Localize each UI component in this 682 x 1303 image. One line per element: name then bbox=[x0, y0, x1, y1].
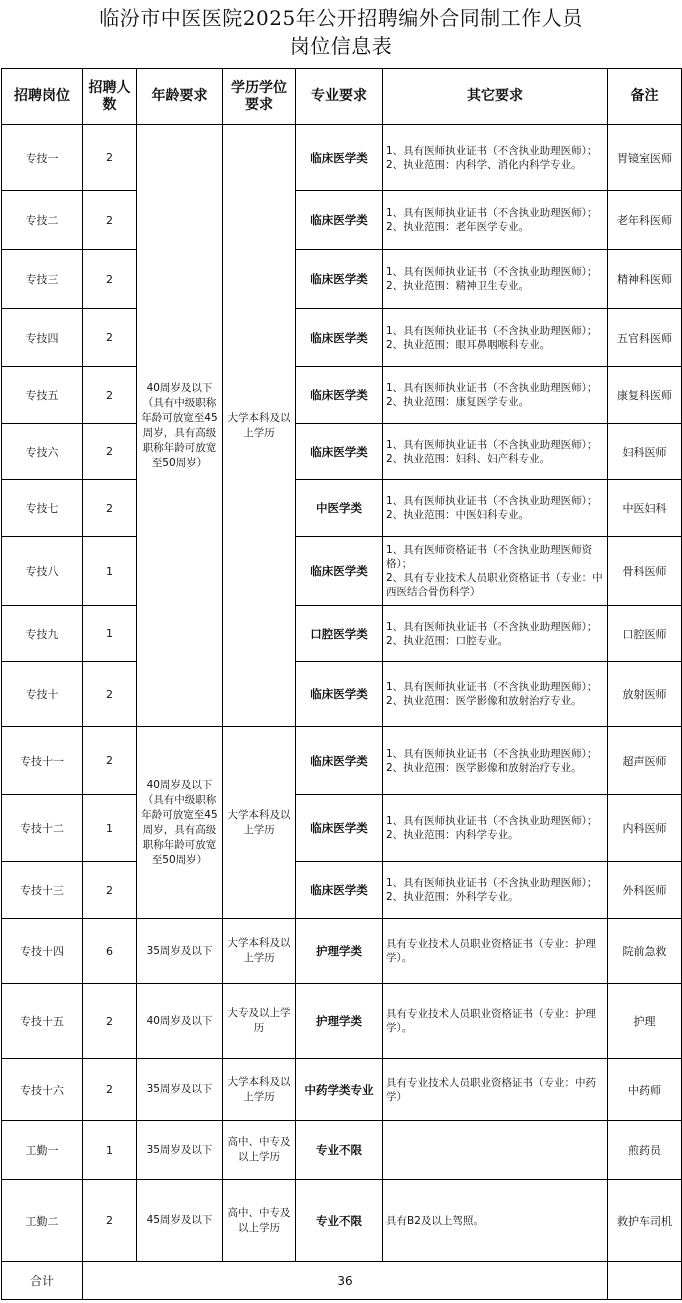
table-row bbox=[2, 191, 682, 250]
cell-other bbox=[383, 1059, 608, 1121]
document-subtitle: 岗位信息表 bbox=[289, 34, 393, 58]
cell-major: 专业不限 bbox=[296, 1180, 383, 1262]
cell-education: 大学本科及以上学历 bbox=[223, 919, 296, 984]
other-line: 具有专业技术人员职业资格证书（专业：护理学）。 bbox=[386, 1008, 596, 1034]
table-row bbox=[2, 250, 682, 309]
cell-major: 专业不限 bbox=[296, 1121, 383, 1180]
cell-position: 专技十 bbox=[2, 662, 83, 727]
total-value: 36 bbox=[83, 1262, 608, 1300]
cell-count: 2 bbox=[83, 309, 137, 367]
cell-other bbox=[383, 537, 608, 606]
other-line: 2、执业范围：医学影像和放射治疗专业。 bbox=[386, 695, 582, 707]
header-row bbox=[2, 69, 682, 125]
other-line: 2、具有专业技术人员职业资格证书（专业：中西医结合骨伤科学） bbox=[386, 572, 603, 598]
cell-count: 1 bbox=[83, 1121, 137, 1180]
other-line: 1、具有医师执业证书（不含执业助理医师）； bbox=[386, 495, 598, 507]
cell-other bbox=[383, 480, 608, 537]
cell-position: 专技九 bbox=[2, 606, 83, 662]
other-line: 具有专业技术人员职业资格证书（专业：中药学） bbox=[386, 1076, 596, 1103]
cell-note: 精神科医师 bbox=[608, 250, 682, 309]
cell-age: 35周岁及以下 bbox=[137, 1121, 223, 1180]
cell-major: 临床医学类 bbox=[296, 537, 383, 606]
cell-count: 2 bbox=[83, 250, 137, 309]
table-row bbox=[2, 1059, 682, 1121]
cell-other bbox=[383, 606, 608, 662]
cell-position: 专技四 bbox=[2, 309, 83, 367]
table-row bbox=[2, 537, 682, 606]
cell-education: 大学本科及以上学历 bbox=[223, 1059, 296, 1121]
cell-major: 临床医学类 bbox=[296, 309, 383, 367]
cell-other bbox=[383, 191, 608, 250]
cell-other bbox=[383, 795, 608, 862]
cell-major: 临床医学类 bbox=[296, 367, 383, 424]
table-row bbox=[2, 367, 682, 424]
table-row bbox=[2, 125, 682, 191]
total-row bbox=[2, 1262, 682, 1300]
total-label: 合计 bbox=[2, 1262, 83, 1300]
cell-other bbox=[383, 250, 608, 309]
cell-position: 专技一 bbox=[2, 125, 83, 191]
other-line: 2、执业范围：康复医学专业。 bbox=[386, 396, 530, 408]
other-line: 1、具有医师执业证书（不含执业助理医师）； bbox=[386, 620, 598, 633]
position-table bbox=[1, 68, 682, 1300]
other-line: 1、具有医师执业证书（不含执业助理医师）； bbox=[386, 266, 598, 278]
title-block bbox=[0, 0, 682, 68]
cell-other bbox=[383, 727, 608, 795]
cell-major: 口腔医学类 bbox=[296, 606, 383, 662]
other-line: 1、具有医师执业证书（不含执业助理医师）； bbox=[386, 747, 598, 760]
total-note-empty bbox=[608, 1262, 682, 1300]
table-row bbox=[2, 919, 682, 984]
cell-position: 专技八 bbox=[2, 537, 83, 606]
document-title: 临汾市中医医院2025年公开招聘编外合同制工作人员 bbox=[99, 6, 583, 30]
table-row bbox=[2, 1121, 682, 1180]
other-line: 2、执业范围：妇科、妇产科专业。 bbox=[386, 452, 551, 465]
cell-other bbox=[383, 1121, 608, 1180]
cell-position: 专技三 bbox=[2, 250, 83, 309]
cell-note: 中药师 bbox=[608, 1059, 682, 1121]
table-row bbox=[2, 309, 682, 367]
cell-note: 妇科医师 bbox=[608, 424, 682, 480]
cell-note: 护理 bbox=[608, 984, 682, 1059]
table-row bbox=[2, 480, 682, 537]
other-line: 具有B2及以上驾照。 bbox=[386, 1214, 484, 1227]
other-line: 1、具有医师执业证书（不含执业助理医师）； bbox=[386, 382, 598, 394]
cell-note: 救护车司机 bbox=[608, 1180, 682, 1262]
cell-major: 临床医学类 bbox=[296, 424, 383, 480]
cell-position: 工勤一 bbox=[2, 1121, 83, 1180]
other-line: 1、具有医师执业证书（不含执业助理医师）； bbox=[386, 877, 598, 889]
cell-major: 护理学类 bbox=[296, 919, 383, 984]
cell-other bbox=[383, 984, 608, 1059]
cell-count: 2 bbox=[83, 424, 137, 480]
cell-note: 煎药员 bbox=[608, 1121, 682, 1180]
cell-position: 专技十四 bbox=[2, 919, 83, 984]
cell-age: 35周岁及以下 bbox=[137, 919, 223, 984]
cell-note: 骨科医师 bbox=[608, 537, 682, 606]
table-row bbox=[2, 424, 682, 480]
cell-other bbox=[383, 919, 608, 984]
cell-position: 专技五 bbox=[2, 367, 83, 424]
cell-position: 工勤二 bbox=[2, 1180, 83, 1262]
cell-age: 45周岁及以下 bbox=[137, 1180, 223, 1262]
cell-other bbox=[383, 662, 608, 727]
cell-note: 五官科医师 bbox=[608, 309, 682, 367]
cell-other bbox=[383, 862, 608, 919]
cell-count: 2 bbox=[83, 1059, 137, 1121]
cell-age: 35周岁及以下 bbox=[137, 1059, 223, 1121]
cell-major: 临床医学类 bbox=[296, 250, 383, 309]
cell-position: 专技十六 bbox=[2, 1059, 83, 1121]
cell-note: 老年科医师 bbox=[608, 191, 682, 250]
cell-other bbox=[383, 309, 608, 367]
other-line: 1、具有医师执业证书（不含执业助理医师）； bbox=[386, 144, 598, 157]
cell-count: 2 bbox=[83, 984, 137, 1059]
header-age: 年龄要求 bbox=[137, 69, 223, 125]
cell-count: 2 bbox=[83, 480, 137, 537]
other-line: 2、执业范围：内科学专业。 bbox=[386, 829, 519, 841]
header-major: 专业要求 bbox=[296, 69, 383, 125]
other-line: 1、具有医师执业证书（不含执业助理医师）； bbox=[386, 438, 598, 451]
cell-age-merged: 40周岁及以下（具有中级职称年龄可放宽至45周岁，具有高级职称年龄可放宽至50周岁） bbox=[137, 727, 223, 919]
cell-note: 康复科医师 bbox=[608, 367, 682, 424]
cell-position: 专技十二 bbox=[2, 795, 83, 862]
cell-note: 外科医师 bbox=[608, 862, 682, 919]
cell-note: 口腔医师 bbox=[608, 606, 682, 662]
cell-education: 大专及以上学历 bbox=[223, 984, 296, 1059]
table-row bbox=[2, 727, 682, 795]
cell-position: 专技二 bbox=[2, 191, 83, 250]
other-line: 1、具有医师资格证书（不含执业助理医师资格）； bbox=[386, 544, 593, 570]
cell-position: 专技十三 bbox=[2, 862, 83, 919]
header-position: 招聘岗位 bbox=[2, 69, 83, 125]
cell-education-merged: 大学本科及以上学历 bbox=[223, 727, 296, 919]
other-line: 2、执业范围：医学影像和放射治疗专业。 bbox=[386, 761, 582, 774]
cell-other bbox=[383, 1180, 608, 1262]
table-row bbox=[2, 862, 682, 919]
cell-note: 放射医师 bbox=[608, 662, 682, 727]
other-line: 具有专业技术人员职业资格证书（专业：护理学）。 bbox=[386, 938, 596, 964]
cell-other bbox=[383, 424, 608, 480]
cell-major: 临床医学类 bbox=[296, 191, 383, 250]
cell-count: 6 bbox=[83, 919, 137, 984]
cell-major: 护理学类 bbox=[296, 984, 383, 1059]
cell-note: 中医妇科 bbox=[608, 480, 682, 537]
cell-major: 临床医学类 bbox=[296, 795, 383, 862]
header-note: 备注 bbox=[608, 69, 682, 125]
cell-count: 2 bbox=[83, 862, 137, 919]
cell-count: 2 bbox=[83, 367, 137, 424]
cell-note: 超声医师 bbox=[608, 727, 682, 795]
cell-major: 临床医学类 bbox=[296, 662, 383, 727]
cell-count: 1 bbox=[83, 537, 137, 606]
cell-position: 专技六 bbox=[2, 424, 83, 480]
cell-other bbox=[383, 367, 608, 424]
cell-count: 1 bbox=[83, 795, 137, 862]
cell-count: 1 bbox=[83, 606, 137, 662]
other-line: 2、执业范围：内科学、消化内科学专业。 bbox=[386, 158, 582, 171]
table-row bbox=[2, 795, 682, 862]
cell-major: 临床医学类 bbox=[296, 727, 383, 795]
other-line: 2、执业范围：口腔专业。 bbox=[386, 634, 509, 647]
other-line: 2、执业范围：眼耳鼻咽喉科专业。 bbox=[386, 338, 551, 351]
cell-note: 院前急救 bbox=[608, 919, 682, 984]
cell-position: 专技七 bbox=[2, 480, 83, 537]
cell-count: 2 bbox=[83, 191, 137, 250]
cell-note: 内科医师 bbox=[608, 795, 682, 862]
cell-note: 胃镜室医师 bbox=[608, 125, 682, 191]
cell-count: 2 bbox=[83, 662, 137, 727]
cell-position: 专技十一 bbox=[2, 727, 83, 795]
cell-count: 2 bbox=[83, 1180, 137, 1262]
cell-major: 中药学类专业 bbox=[296, 1059, 383, 1121]
table-row bbox=[2, 984, 682, 1059]
table-row bbox=[2, 662, 682, 727]
cell-major: 临床医学类 bbox=[296, 862, 383, 919]
cell-education: 高中、中专及以上学历 bbox=[223, 1121, 296, 1180]
cell-other bbox=[383, 125, 608, 191]
cell-education-merged: 大学本科及以上学历 bbox=[223, 125, 296, 727]
table-row bbox=[2, 1180, 682, 1262]
other-line: 1、具有医师执业证书（不含执业助理医师）； bbox=[386, 815, 598, 827]
cell-count: 2 bbox=[83, 125, 137, 191]
header-other: 其它要求 bbox=[383, 69, 608, 125]
other-line: 1、具有医师执业证书（不含执业助理医师）； bbox=[386, 324, 598, 337]
cell-count: 2 bbox=[83, 727, 137, 795]
other-line: 2、执业范围：精神卫生专业。 bbox=[386, 280, 530, 292]
cell-age: 40周岁及以下 bbox=[137, 984, 223, 1059]
other-line: 2、执业范围：老年医学专业。 bbox=[386, 221, 530, 233]
other-line: 2、执业范围：外科学专业。 bbox=[386, 891, 519, 903]
other-line: 1、具有医师执业证书（不含执业助理医师）； bbox=[386, 681, 598, 693]
other-line: 2、执业范围：中医妇科专业。 bbox=[386, 509, 530, 521]
other-line: 1、具有医师执业证书（不含执业助理医师）； bbox=[386, 207, 598, 219]
cell-age-merged: 40周岁及以下（具有中级职称年龄可放宽至45周岁，具有高级职称年龄可放宽至50周岁） bbox=[137, 125, 223, 727]
table-row bbox=[2, 606, 682, 662]
header-count: 招聘人数 bbox=[83, 69, 137, 125]
cell-education: 高中、中专及以上学历 bbox=[223, 1180, 296, 1262]
cell-major: 中医学类 bbox=[296, 480, 383, 537]
cell-major: 临床医学类 bbox=[296, 125, 383, 191]
cell-position: 专技十五 bbox=[2, 984, 83, 1059]
header-education: 学历学位要求 bbox=[223, 69, 296, 125]
